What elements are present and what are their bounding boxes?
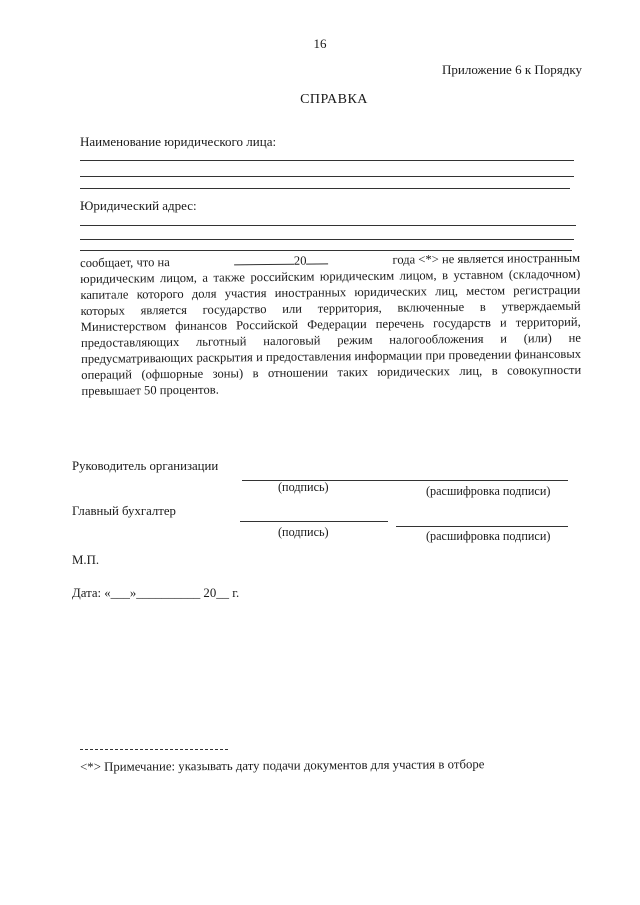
year-prefix: 20 — [293, 253, 307, 268]
appendix-note: Приложение 6 к Порядку — [442, 62, 582, 77]
body-prefix: сообщает, что на — [80, 255, 170, 270]
body-text: юридическим лицом, а также российским юридическим лицом, в уставном (складочном) капитале которого доля участия иностранных юридических лиц, местом регистрации которых является государство или территория, включенные в утверждаемый Министерством финансов Российской Федерации перечень государств и территорий, предоставляющих льготный налоговый режим налогообложения и (или) не предусматривающих раскрытия и предоставления информации при проведении финансовых операций (офшорные зоны) в отношении таких юридических лиц, в совокупности превышает 50 процентов. — [80, 266, 582, 398]
footnote-separator — [80, 749, 228, 750]
date-label: Дата: «___»__________ 20__ г. — [72, 586, 240, 600]
address-label: Юридический адрес: — [80, 198, 197, 213]
accountant-decode-line[interactable] — [396, 526, 568, 527]
stamp-label: М.П. — [72, 553, 100, 567]
entity-name-label: Наименование юридического лица: — [80, 134, 277, 149]
director-label: Руководитель организации — [72, 459, 219, 473]
accountant-decode-caption: (расшифровка подписи) — [426, 529, 551, 543]
page-number: 16 — [313, 36, 327, 51]
body-paragraph — [80, 250, 581, 399]
entity-name-line-2[interactable] — [80, 176, 574, 177]
footnote: <*> Примечание: указывать дату подачи документов для участия в отборе — [80, 757, 485, 774]
address-line-2[interactable] — [80, 239, 574, 240]
address-line-1[interactable] — [80, 225, 576, 226]
director-signature-caption: (подпись) — [278, 480, 329, 494]
entity-name-line-3[interactable] — [80, 188, 570, 189]
document-title: СПРАВКА — [300, 92, 368, 107]
year-blank[interactable] — [306, 252, 328, 264]
accountant-label: Главный бухгалтер — [72, 504, 176, 518]
entity-name-line-1[interactable] — [80, 160, 574, 161]
accountant-signature-caption: (подпись) — [278, 525, 329, 539]
body-suffix-line1: года <*> не является иностранным — [392, 250, 581, 267]
director-decode-caption: (расшифровка подписи) — [426, 484, 551, 498]
day-month-blank[interactable] — [234, 253, 294, 266]
accountant-signature-line[interactable] — [240, 521, 388, 522]
